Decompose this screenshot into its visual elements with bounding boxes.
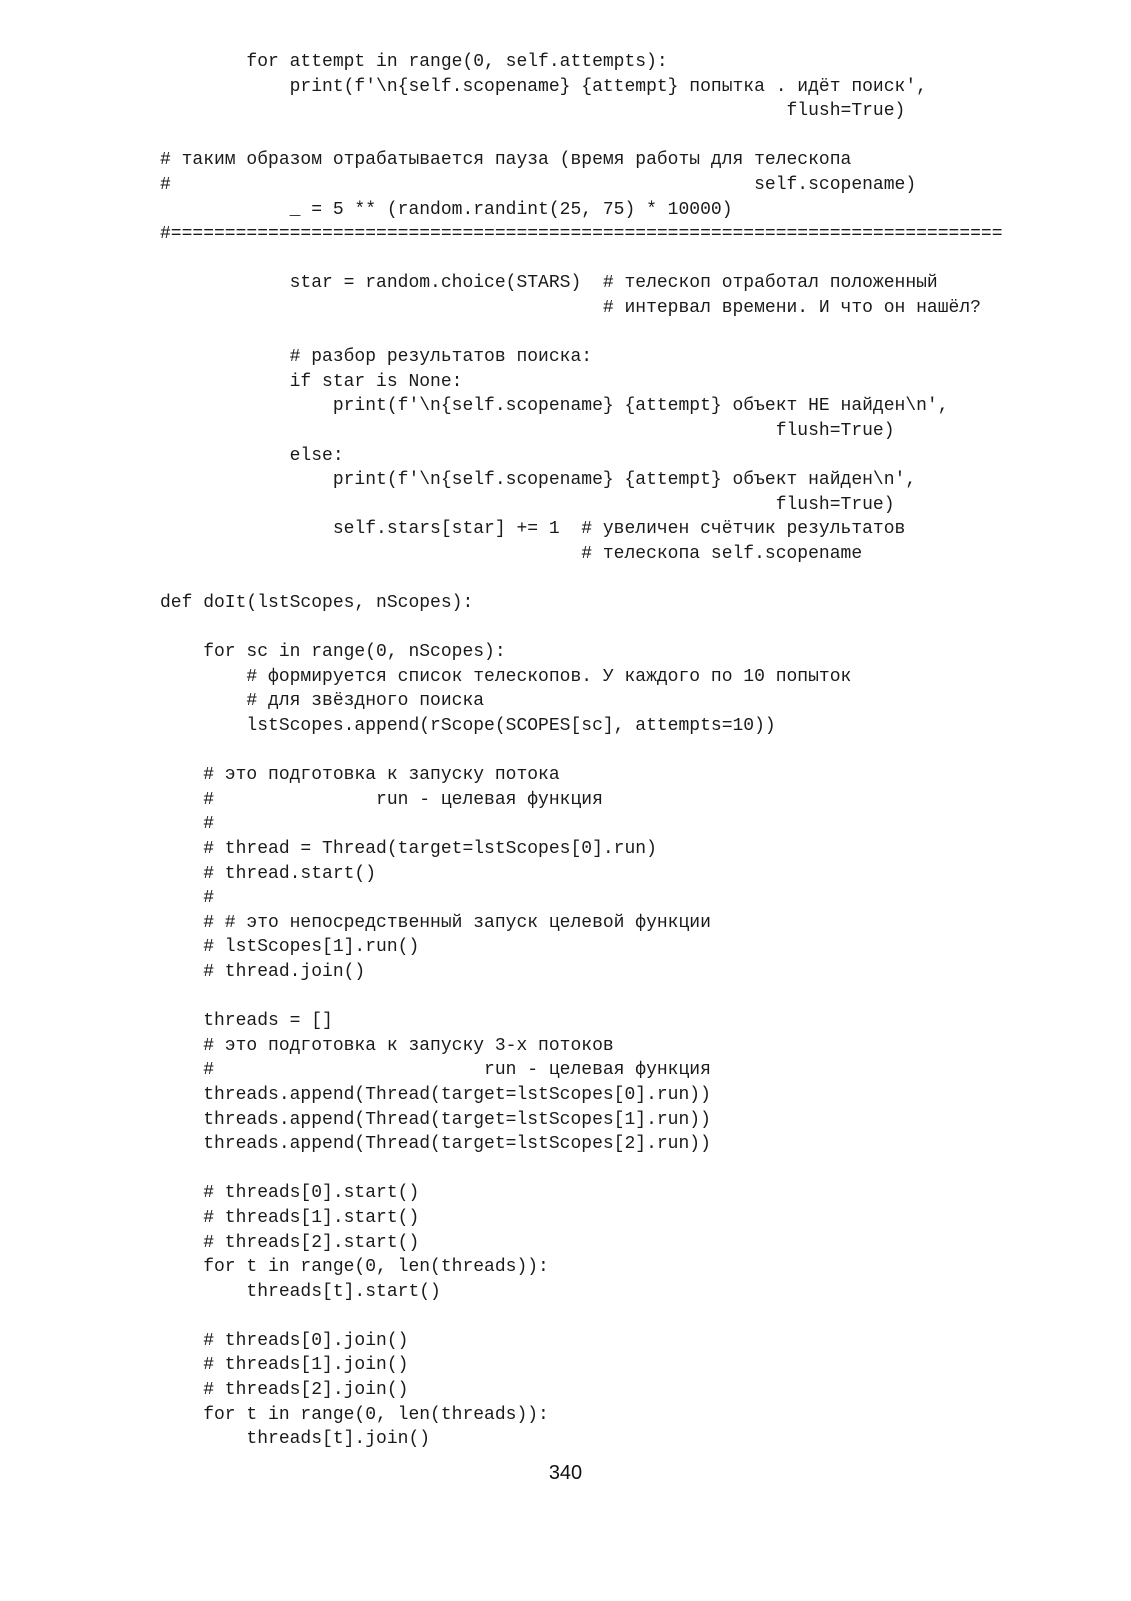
code-line: # таким образом отрабатывается пауза (время работы для телескопа bbox=[160, 150, 852, 171]
code-line: # thread.join() bbox=[160, 961, 366, 982]
code-line: print(f'\n{self.scopename} {attempt} объект найден\n', bbox=[160, 470, 917, 491]
code-line: # thread.start() bbox=[160, 863, 377, 884]
code-line: for t in range(0, len(threads)): bbox=[160, 1404, 549, 1425]
code-line: threads[t].start() bbox=[160, 1281, 441, 1302]
code-line: # # это непосредственный запуск целевой функции bbox=[160, 912, 711, 933]
code-line: # интервал времени. И что он нашёл? bbox=[160, 297, 981, 318]
code-line: threads.append(Thread(target=lstScopes[0].run)) bbox=[160, 1084, 711, 1105]
code-line: # для звёздного поиска bbox=[160, 691, 485, 712]
code-line: # threads[0].start() bbox=[160, 1183, 420, 1204]
code-line: # это подготовка к запуску потока bbox=[160, 765, 560, 786]
code-line: # формируется список телескопов. У каждого по 10 попыток bbox=[160, 666, 852, 687]
code-line: threads[t].join() bbox=[160, 1429, 431, 1450]
page-number: 340 bbox=[548, 1462, 583, 1484]
code-line: #============================================================================= bbox=[160, 224, 1003, 245]
code-line: for attempt in range(0, self.attempts): bbox=[160, 52, 668, 72]
code-line: # run - целевая функция bbox=[160, 789, 603, 810]
code-line bbox=[160, 616, 1060, 641]
code-line: # телескопа self.scopename bbox=[160, 543, 863, 564]
code-line: for t in range(0, len(threads)): bbox=[160, 1257, 549, 1278]
code-line bbox=[160, 247, 1060, 272]
code-line: threads.append(Thread(target=lstScopes[1].run)) bbox=[160, 1109, 711, 1130]
code-line: # thread = Thread(target=lstScopes[0].run) bbox=[160, 839, 657, 859]
code-line: _ = 5 ** (random.randint(25, 75) * 10000) bbox=[160, 199, 733, 220]
code-line: flush=True) bbox=[160, 101, 906, 122]
code-line bbox=[160, 985, 1060, 1010]
code-line: threads.append(Thread(target=lstScopes[2].run)) bbox=[160, 1134, 711, 1155]
code-line: # self.scopename) bbox=[160, 174, 917, 195]
code-line bbox=[160, 1304, 1060, 1329]
code-line: star = random.choice(STARS) # телескоп отработал положенный bbox=[160, 273, 938, 294]
code-line: # bbox=[160, 888, 215, 909]
code-line bbox=[160, 321, 1060, 346]
code-line: if star is None: bbox=[160, 371, 463, 392]
code-line bbox=[160, 124, 1060, 149]
code-line: flush=True) bbox=[160, 494, 895, 515]
code-line: # lstScopes[1].run() bbox=[160, 937, 420, 958]
code-line: self.stars[star] += 1 # увеличен счётчик результатов bbox=[160, 519, 906, 540]
code-line: lstScopes.append(rScope(SCOPES[sc], attempts=10)) bbox=[160, 716, 776, 737]
code-line: # это подготовка к запуску 3-х потоков bbox=[160, 1035, 614, 1056]
code-line: # threads[0].join() bbox=[160, 1330, 409, 1351]
code-listing bbox=[160, 50, 1060, 1452]
code-line: def doIt(lstScopes, nScopes): bbox=[160, 593, 474, 614]
code-line: threads = [] bbox=[160, 1011, 333, 1032]
code-line: # threads[2].join() bbox=[160, 1380, 409, 1401]
code-line: print(f'\n{self.scopename} {attempt} объект НЕ найден\n', bbox=[160, 396, 949, 417]
code-line: # threads[1].start() bbox=[160, 1207, 420, 1228]
code-line: # bbox=[160, 814, 215, 835]
code-line bbox=[160, 739, 1060, 764]
code-line: for sc in range(0, nScopes): bbox=[160, 642, 506, 663]
code-line: # threads[1].join() bbox=[160, 1355, 409, 1376]
code-line: # разбор результатов поиска: bbox=[160, 347, 593, 368]
code-line bbox=[160, 1157, 1060, 1182]
code-line: print(f'\n{self.scopename} {attempt} попытка . идёт поиск', bbox=[160, 76, 927, 97]
code-line: flush=True) bbox=[160, 420, 895, 441]
code-line: # run - целевая функция bbox=[160, 1060, 711, 1081]
code-line: # threads[2].start() bbox=[160, 1232, 420, 1253]
code-line bbox=[160, 566, 1060, 591]
code-line: else: bbox=[160, 445, 344, 466]
